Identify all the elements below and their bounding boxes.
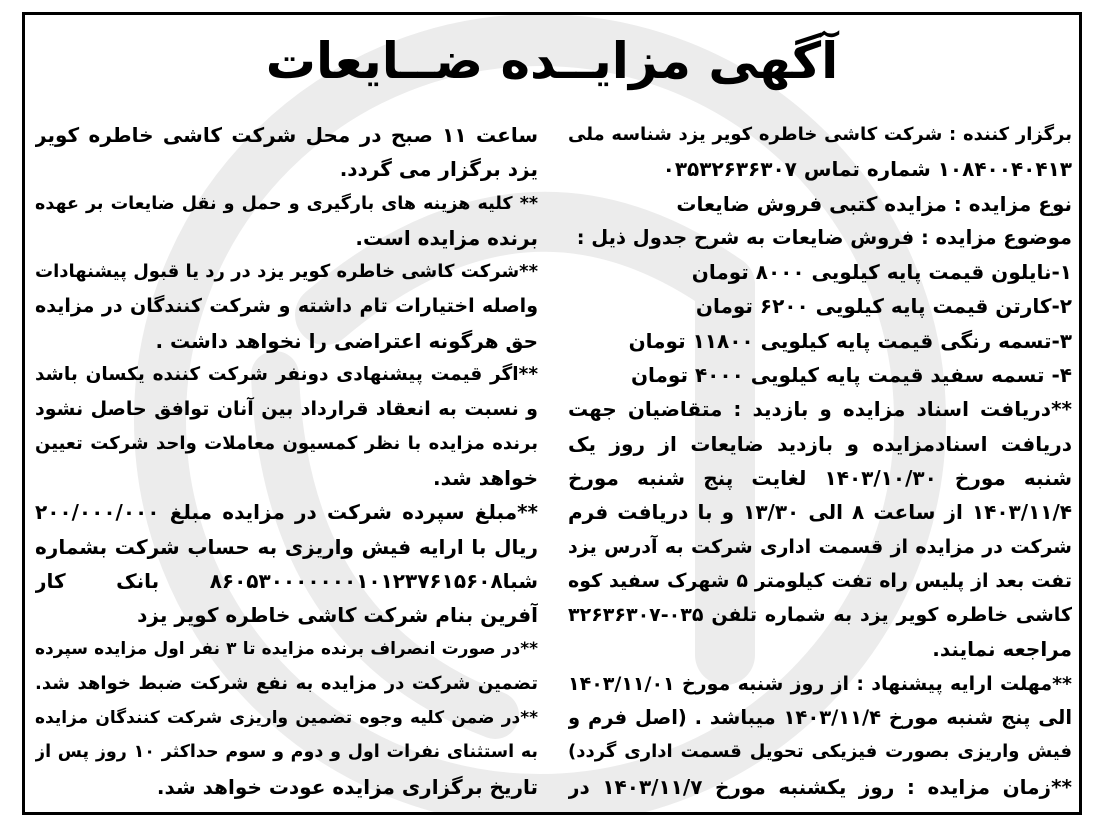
notice-frame [22,12,1082,815]
left-column-line: حق هرگونه اعتراضی را نخواهد داشت . [155,328,538,353]
right-column-line: فیش واریزی بصورت فیزیکی تحویل قسمت اداری گردد) [568,741,1072,763]
right-column-line: ۱۰۸۴۰۰۴۰۴۱۳ شماره تماس ۰۳۵۳۲۶۳۶۳۰۷ [662,157,1072,182]
left-column-line: واصله اختیارات تام داشته و شرکت کنندگان در مزایده [35,295,538,318]
right-column-line: شنبه مورخ ۱۴۰۳/۱۰/۳۰ لغایت پنج شنبه مورخ [568,465,1072,490]
left-column-line: ساعت ۱۱ صبح در محل شرکت کاشی خاطره کویر [35,123,538,147]
left-column-line: برنده مزایده با نظر کمسیون معاملات واحد شرکت تعیین [35,432,538,454]
right-column-line: دریافت اسنادمزایده و بازدید ضایعات از روز یک [568,431,1072,456]
right-column-line: **زمان مزایده : روز یکشنبه مورخ ۱۴۰۳/۱۱/۷ در [568,774,1072,799]
left-column-line: و نسبت به انعقاد قرارداد بین آنان توافق حاصل نشود [35,398,538,421]
right-column-line: کاشی خاطره کویر یزد به شماره تلفن ۰۳۵-۳۲۶۳۶۳۰۷ [568,604,1072,627]
left-column-line: خواهد شد. [432,465,538,490]
left-column-line: آفرین بنام شرکت کاشی خاطره کویر یزد [137,603,538,628]
right-column-line: نوع مزایده : مزایده کتبی فروش ضایعات [676,191,1072,216]
right-column [568,118,1072,804]
left-column-line: ریال با ارایه فیش واریزی به حساب شرکت بشماره [35,534,538,559]
right-column-line: ۴- تسمه سفید قیمت پایه کیلویی ۴۰۰۰ تومان [630,363,1072,388]
left-column-line: برنده مزایده است. [355,225,538,250]
left-column-line: یزد برگزار می گردد. [339,157,538,182]
right-column-line: ۱۴۰۳/۱۱/۴ از ساعت ۸ الی ۱۳/۳۰ و با دریافت فرم [568,500,1072,525]
right-column-line: برگزار کننده : شرکت کاشی خاطره کویر یزد شناسه ملی [568,124,1072,145]
right-column-line: شرکت در مزایده از قسمت اداری شرکت به آدرس یزد [568,535,1072,558]
left-column-line: به استثنای نفرات اول و دوم و سوم حداکثر ۱۰ روز پس از [35,742,538,763]
left-column-line: **مبلغ سپرده شرکت در مزایده مبلغ ۲۰۰/۰۰۰/۰۰۰ [35,500,538,525]
notice-title: آگهی مزایــده ضــایعات [265,32,839,90]
left-column-line: ** کلیه هزینه های بارگیری و حمل و نقل ضایعات بر عهده [35,193,538,214]
left-column-line: **اگر قیمت پیشنهادی دونفر شرکت کننده یکسان باشد [35,364,538,386]
right-column-line: ۳-تسمه رنگی قیمت پایه کیلویی ۱۱۸۰۰ تومان [628,328,1072,353]
left-column-line: **در ضمن کلیه وجوه تضمین واریزی شرکت کنندگان مزایده [35,708,538,729]
left-column-line: تضمین شرکت در مزایده به نفع شرکت ضبط خواهد شد. [35,672,538,694]
left-column-line: شبا۸۶۰۵۳۰۰۰۰۰۰۰۱۰۱۲۳۷۶۱۵۶۰۸ بانک کار [35,568,538,593]
right-column-line: موضوع مزایده : فروش ضایعات به شرح جدول ذیل : [576,225,1072,249]
right-column-line: **مهلت ارایه پیشنهاد : از روز شنبه مورخ ۱۴۰۳/۱۱/۰۱ [568,672,1072,695]
right-column-line: ۲-کارتن قیمت پایه کیلویی ۶۲۰۰ تومان [695,294,1072,319]
right-column-line: الی پنج شنبه مورخ ۱۴۰۳/۱۱/۴ میباشد . (اصل فرم و [568,706,1072,730]
right-column-line: ۱-نایلون قیمت پایه کیلویی ۸۰۰۰ تومان [691,260,1072,285]
right-column-line: تفت بعد از پلیس راه تفت کیلومتر ۵ شهرک سفید کوه [568,569,1072,592]
left-column-line: **شرکت کاشی خاطره کویر یزد در رد یا قبول پیشنهادات [35,261,538,283]
right-column-line: مراجعه نمایند. [932,637,1072,662]
right-column-line: **دریافت اسناد مزایده و بازدید : متقاضیان جهت [568,397,1072,422]
left-column-line: **در صورت انصراف برنده مزایده تا ۳ نفر اول مزایده سپرده [35,639,538,660]
left-column [35,118,538,804]
left-column-line: تاریخ برگزاری مزایده عودت خواهد شد. [156,774,538,799]
